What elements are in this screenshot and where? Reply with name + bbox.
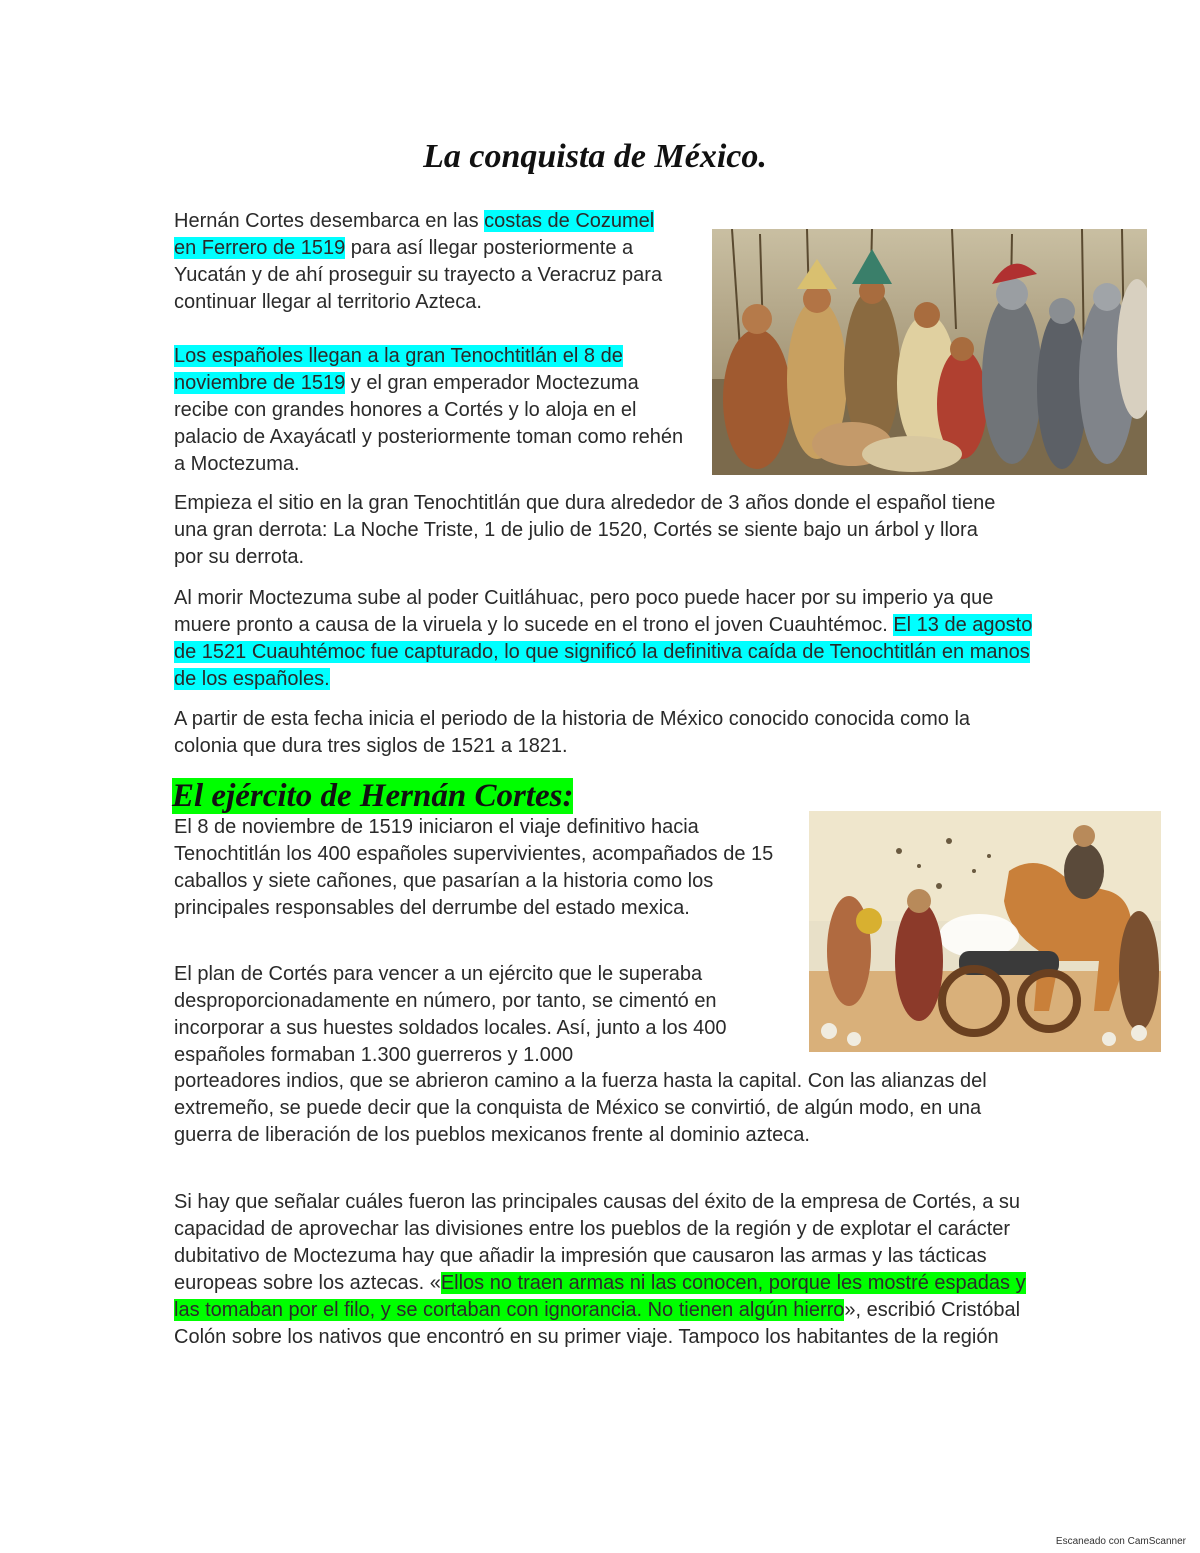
text-segment: Si hay que señalar cuáles fueron las principales causas del éxito de la empresa de Cortés, a su capacidad de aprovechar las divisiones entre los pueblos de la región y de explotar el carácter dubitativo de Moctezuma hay que añadir la impresión que causaron las armas y las tácticas europeas sobre los aztecas. « <box>174 1191 1021 1294</box>
text-segment: Hernán Cortes desembarca en las <box>174 210 485 232</box>
text-segment: Al morir Moctezuma sube al poder Cuitláhuac, pero poco puede hacer por su imperio ya que muere pronto a causa de la viruela y lo sucede en el trono el joven Cuauhtémoc. <box>174 587 994 636</box>
text-segment: porteadores indios, que se abrieron camino a la fuerza hasta la capital. Con las alianzas del extremeño, se puede decir que la conquista de México se convirtió, de algún modo, en una guerra de liberación de los pueblos mexicanos frente al dominio azteca. <box>174 1070 987 1146</box>
text-segment: para así llegar posteriormente a Yucatán y de ahí proseguir su trayecto a Veracruz para continuar llegar al territorio Azteca. <box>174 237 663 313</box>
text-segment: El plan de Cortés para vencer a un ejército que le superaba desproporcionadamente en número, por tanto, se cimentó en incorporar a sus huestes soldados locales. Así, junto a los 400 españoles formaban 1.300 guerreros y 1.000 <box>174 963 727 1066</box>
highlighted-text: costas de Cozumel en Ferrero de 1519 <box>174 210 655 259</box>
moctezuma-cortes-painting <box>712 229 1147 475</box>
section-heading-ejercito: El ejército de Hernán Cortes: <box>172 778 574 814</box>
paragraph-noche-triste <box>174 490 1004 571</box>
paragraph-cuauhtemoc <box>174 585 1034 693</box>
text-segment: El 8 de noviembre de 1519 iniciaron el viaje definitivo hacia Tenochtitlán los 400 españoles supervivientes, acompañados de 15 caballos y siete cañones, que pasarían a la historia como los principales responsables del derrumbe del estado mexica. <box>174 816 774 919</box>
paragraph-tenochtitlan <box>174 343 684 478</box>
paragraph-colonia <box>174 706 1034 760</box>
paragraph-plan-cortes <box>174 961 789 1069</box>
text-segment: », escribió Cristóbal Colón sobre los nativos que encontró en su primer viaje. Tampoco los habitantes de la región <box>174 1299 1021 1348</box>
page-title: La conquista de México. <box>423 138 767 175</box>
highlighted-text: Ellos no traen armas ni las conocen, porque les mostré espadas y las tomaban por el filo, y se cortaban con ignorancia. No tienen algún hierro <box>174 1272 1026 1321</box>
highlighted-text: El 13 de agosto de 1521 Cuauhtémoc fue capturado, lo que significó la definitiva caída de Tenochtitlán en manos de los españoles. <box>174 614 1033 690</box>
text-segment: y el gran emperador Moctezuma recibe con grandes honores a Cortés y lo aloja en el palacio de Axayácatl y posteriormente toman como rehén a Moctezuma. <box>174 372 684 475</box>
text-segment: A partir de esta fecha inicia el periodo de la historia de México conocido conocida como la colonia que dura tres siglos de 1521 a 1821. <box>174 708 971 757</box>
paragraph-causas <box>174 1189 1034 1351</box>
text-segment: Empieza el sitio en la gran Tenochtitlán que dura alrededor de 3 años donde el español tiene una gran derrota: La Noche Triste, 1 de julio de 1520, Cortés se siente bajo un árbol y llora por su derrota. <box>174 492 996 568</box>
battle-cannon-painting <box>809 811 1161 1052</box>
paragraph-viaje <box>174 814 799 922</box>
paragraph-alianzas <box>174 1068 1034 1149</box>
scanner-footer: Escaneado con CamScanner <box>1055 1536 1186 1547</box>
paragraph-arrival <box>174 208 674 316</box>
highlighted-text: Los españoles llegan a la gran Tenochtitlán el 8 de noviembre de 1519 <box>174 345 623 394</box>
